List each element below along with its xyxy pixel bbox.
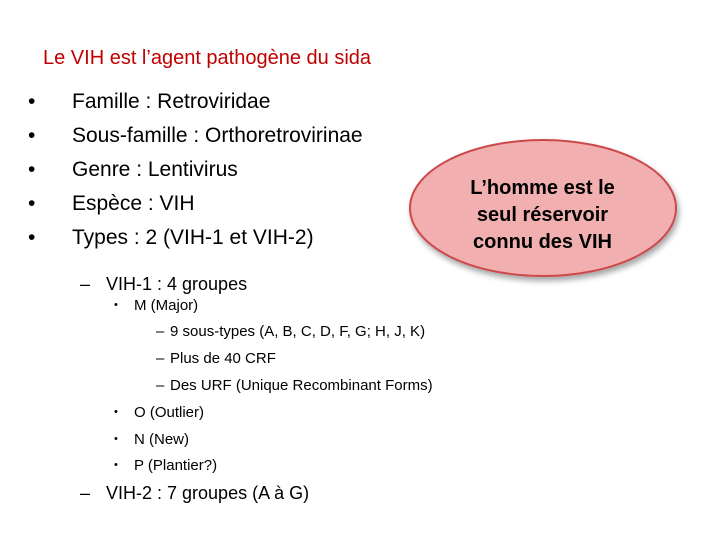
dash-icon: – (80, 483, 91, 503)
group-label: O (Outlier) (134, 404, 205, 421)
bullet-icon: • (114, 299, 118, 311)
vih2-label: VIH-2 : 7 groupes (A à G) (106, 483, 310, 503)
group-item-p (114, 454, 217, 477)
bullet-icon: • (114, 406, 118, 418)
subtype-item (156, 348, 276, 370)
callout-text (405, 175, 680, 256)
vih2-item (80, 481, 309, 505)
bullet-icon: • (114, 459, 118, 471)
subtype-text: 9 sous-types (A, B, C, D, F, G; H, J, K) (170, 323, 426, 340)
group-label: P (Plantier?) (134, 457, 218, 474)
dash-icon: – (156, 350, 165, 367)
group-item-n (114, 428, 189, 451)
slide-title: Le VIH est l’agent pathogène du sida (43, 47, 372, 69)
bullet-icon: • (28, 226, 36, 249)
bullet-icon: • (114, 433, 118, 445)
callout-line: seul réservoir (476, 204, 609, 226)
group-label: M (Major) (134, 297, 199, 314)
callout-bubble (405, 130, 695, 300)
list-item-text: Famille : Retroviridae (72, 90, 271, 113)
vih1-item (80, 272, 247, 296)
list-item-text: Types : 2 (VIH-1 et VIH-2) (72, 226, 314, 249)
subtype-item (156, 321, 425, 343)
subtype-item (156, 375, 433, 397)
group-label: N (New) (134, 431, 189, 448)
vih1-label: VIH-1 : 4 groupes (106, 274, 248, 294)
list-item (28, 122, 363, 150)
dash-icon: – (156, 323, 165, 340)
bullet-icon: • (28, 90, 36, 113)
list-item-text: Genre : Lentivirus (72, 158, 238, 181)
subtype-text: Des URF (Unique Recombinant Forms) (170, 377, 433, 394)
list-item-text: Sous-famille : Orthoretrovirinae (72, 124, 363, 147)
callout-line: L’homme est le (470, 177, 615, 199)
list-item (28, 190, 195, 218)
bullet-icon: • (28, 192, 36, 215)
list-item (28, 88, 270, 116)
list-item-text: Espèce : VIH (72, 192, 195, 215)
list-item (28, 224, 314, 252)
group-item-m (114, 294, 198, 317)
bullet-icon: • (28, 124, 36, 147)
callout-line: connu des VIH (473, 231, 612, 253)
dash-icon: – (80, 274, 91, 294)
subtype-text: Plus de 40 CRF (170, 350, 276, 367)
bullet-icon: • (28, 158, 36, 181)
group-item-o (114, 401, 204, 424)
dash-icon: – (156, 377, 165, 394)
list-item (28, 156, 238, 184)
